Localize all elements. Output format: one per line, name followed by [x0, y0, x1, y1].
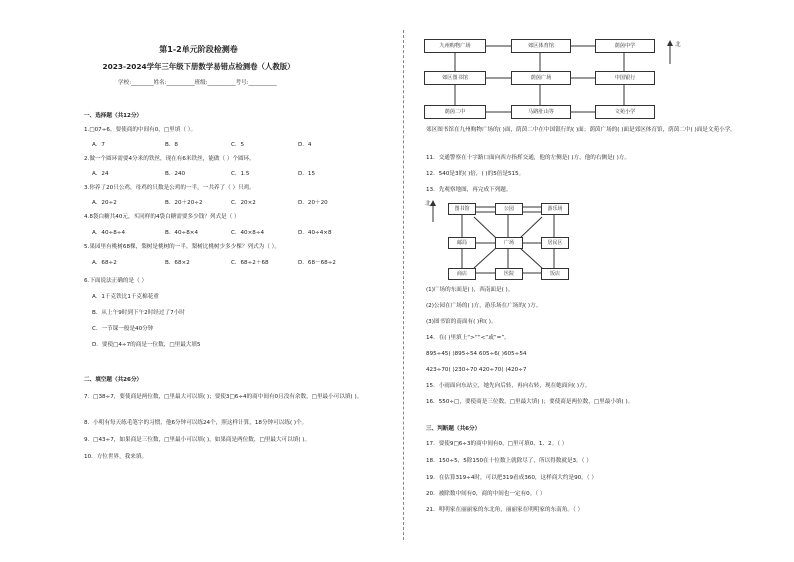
q2-option-d: D．15: [298, 171, 316, 177]
question-21: 21．明明家在丽丽家的东北角，丽丽家在明明家的东南角。（ ）: [426, 507, 584, 513]
map2-box: 图书馆: [448, 203, 476, 215]
q1-option-b: B．8: [165, 142, 178, 148]
q2-option-c: C．1.5: [231, 171, 250, 177]
q5-option-c: C．68÷2＋68: [231, 260, 269, 266]
question-4: 4.8袋白糖共40元，买同样的4袋白糖需要多少钱？列式是（ ）: [84, 214, 240, 220]
map2-box: 居民区: [541, 237, 569, 249]
question-19: 19．在估算319÷4时，可以把319看成360，这样商大约是90。（ ）: [426, 475, 597, 481]
q4-option-c: C．40×8÷4: [231, 230, 265, 236]
section-heading-judge: 三、判断题（共6分）: [426, 426, 481, 432]
map1-box: 马路肚山等: [511, 105, 571, 119]
question-1: 1.□07÷6，要使商的中间有0，□里填（ ）。: [84, 127, 197, 133]
map2-box: 游乐场: [541, 203, 569, 215]
q1-option-a: A．7: [92, 142, 105, 148]
page-subtitle: 2023-2024学年三年级下册数学易错点检测卷（人教版）: [102, 62, 295, 71]
q5-option-a: A．68÷2: [92, 260, 117, 266]
q1-option-c: C．5: [231, 142, 245, 148]
map1-box: 荫茵中学: [595, 39, 655, 53]
q4-option-b: B．40÷8×4: [165, 230, 199, 236]
question-18: 18．150÷5，5除150在十位数上就除尽了，所以得数就是3。（ ）: [426, 458, 592, 464]
question-10-text: 郊区图书馆在九州购物广场的( )面，荫茵二中在中国银行的( )面；荫茵广场的( )面是郊区体育馆，荫茵二中( )面是文苑小学。: [426, 127, 736, 133]
map1-box: 荫茵广场: [511, 71, 571, 85]
map2-box: 饭店: [541, 268, 569, 280]
question-10: 10．方位世界，我来填。: [84, 454, 148, 460]
q2-option-b: B．240: [165, 171, 186, 177]
question-20: 20．被除数中间有0，商的中间也一定有0。（ ）: [426, 491, 546, 497]
q5-option-b: B．68×2: [165, 260, 190, 266]
question-15: 15．小雨面向东站立，她先向后转，再向右转，现在她面向( )方。: [426, 383, 591, 389]
question-14-row1: 895÷45( )895÷54 605÷6( )605÷54: [426, 351, 527, 357]
q3-option-b: B．20＋20÷2: [165, 200, 203, 206]
question-8: 8．小明有每天练毛笔字的习惯，他6分钟可以练24个，照这样计算，18分钟可以练( )个。: [84, 420, 308, 426]
map1-box: 中国银行: [595, 71, 655, 85]
question-13-1: (1)广场的东面是( )，西南面是( )。: [426, 287, 514, 293]
map1-north-label: 北: [675, 42, 681, 48]
question-3: 3.你养了20只公鸡，母鸡的只数是公鸡的一半，一共养了（ ）只鸡。: [84, 185, 255, 191]
question-17: 17．要使9□6÷3的商中间有0，□里可填0、1、2。（ ）: [426, 441, 568, 447]
q3-option-a: A．20÷2: [92, 200, 117, 206]
question-9: 9．□43÷7，如果商是三位数，□里最小可以填( )，如果商是两位数，□里最大可以填( )。: [84, 437, 311, 443]
section-heading-fill: 二、填空题（共26分）: [84, 377, 143, 383]
question-14-row2: 423÷70( )230÷70 420÷70( )420÷7: [426, 367, 527, 373]
question-6: 6.下面说法正确的是（ ）: [84, 278, 148, 284]
q3-option-d: D．20＋20: [298, 200, 328, 206]
map1-box: 文苑小学: [595, 105, 655, 119]
q5-option-d: D．68－68÷2: [298, 260, 336, 266]
map2-box: 医院: [495, 268, 523, 280]
map1-box: 郊区图书馆: [424, 71, 486, 85]
student-info-line: 学校:________姓名:__________班级:__________考号:__________: [118, 80, 277, 86]
question-13-3: (3)图书馆的南面有( )和( )。: [426, 319, 497, 325]
section-heading-choice: 一、选择题（共12分）: [84, 113, 143, 119]
question-16: 16．550÷□，要使商是三位数，□里最大填( )；要使商是两位数，□里最小填( )。: [426, 399, 634, 405]
question-7: 7．□38÷7，要使商是两位数，□里最大可以填( )；要使3□6÷4的商中间有0且没有余数，□里最小可以填( )。: [84, 394, 363, 400]
map2-north-label: 北: [425, 201, 431, 207]
map1-box: 九州购物广场: [424, 39, 486, 53]
question-2: 2.做一个圆环需要4分米的铁丝，现在有6米铁丝，能做（ ）个圆环。: [84, 156, 255, 162]
map2-box: 广场: [495, 237, 523, 249]
q6-option-c: C．一节课一般是40分钟: [92, 326, 154, 332]
q3-option-c: C．20×2: [231, 200, 256, 206]
q2-option-a: A．24: [92, 171, 109, 177]
question-14: 14．在( )里填上“>”“<”或“=”。: [426, 335, 510, 341]
q1-option-d: D．4: [298, 142, 312, 148]
map1-box: 郊区体育馆: [511, 39, 571, 53]
q6-option-d: D．要使□4÷7的商是一位数，□里最大填5: [92, 342, 201, 348]
question-11: 11．交通警察在十字路口面向西方指挥交通，他的左侧是( )方，他的右侧是( )方。: [426, 155, 630, 161]
question-5: 5.果园里有桃树68棵，梨树是桃树的一半，梨树比桃树少多少棵？列式为（ ）。: [84, 244, 281, 250]
map2-box: 公园: [495, 203, 523, 215]
map2-box: 邮局: [448, 237, 476, 249]
question-12: 12．540是3的( )倍，( )的5倍是515。: [426, 171, 525, 177]
page-title: 第1-2单元阶段检测卷: [159, 45, 238, 54]
q4-option-a: A．40÷8÷4: [92, 230, 126, 236]
q6-option-b: B．从上午9时到下午2时经过了7小时: [92, 310, 185, 316]
question-13: 13．先观察地图，再完成下列题。: [426, 187, 512, 193]
q4-option-d: D．40÷4×8: [298, 230, 332, 236]
map1-box: 荫茵二中: [424, 105, 486, 119]
q6-option-a: A．1千克铁比1千克棉花重: [92, 294, 159, 300]
question-13-2: (2)公园在广场的( )方，游乐场在广场的( )方。: [426, 303, 542, 309]
map2-box: 商店: [448, 268, 476, 280]
